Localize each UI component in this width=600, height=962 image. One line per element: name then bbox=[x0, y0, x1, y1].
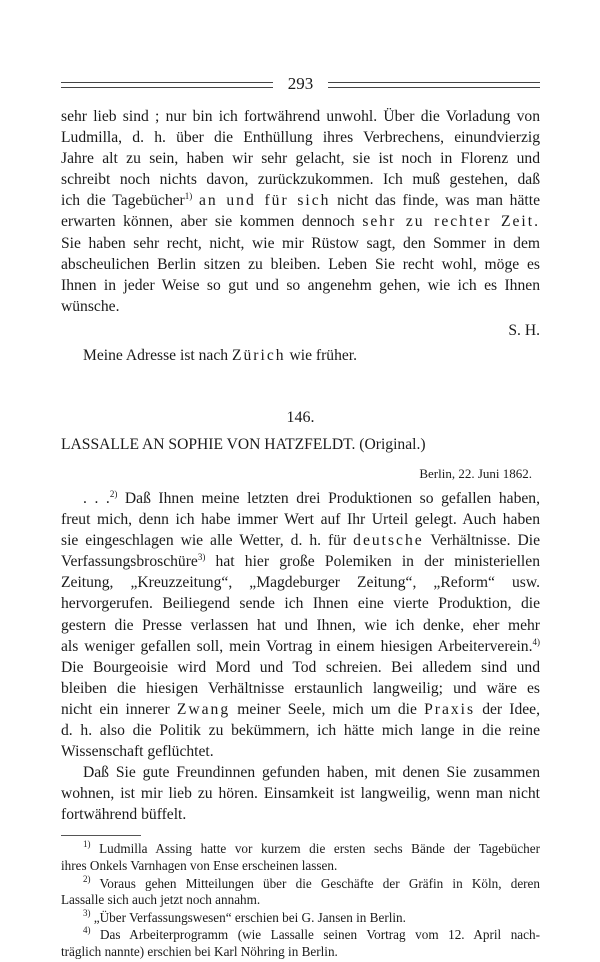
text-line bbox=[61, 927, 540, 944]
letter-dateline: Berlin, 22. Juni 1862. bbox=[419, 465, 532, 481]
footnote-ref[interactable]: 2) bbox=[109, 488, 118, 499]
text-line: wohnen, ist mir lieb zu hören. Einsamkeit ist langweilig, wenn man nicht bbox=[61, 785, 540, 803]
text-span: Verhältnisse. Die bbox=[430, 532, 540, 550]
text-line: Jahre alt zu sein, haben wir sehr gelacht, sie ist noch in Florenz und bbox=[61, 150, 540, 168]
text-span: Meine Adresse ist nach bbox=[83, 346, 229, 364]
footnote-1 bbox=[61, 841, 540, 874]
text-line bbox=[61, 190, 540, 211]
signature: S. H. bbox=[508, 321, 540, 339]
text-line: Ludmilla, d. h. über die Enthüllung ihres Verbrechens, einundvierzig bbox=[61, 129, 540, 147]
footnote-mark: 4) bbox=[83, 925, 91, 936]
text-span: Daß Ihnen meine letzten drei Produktionen so gefallen haben, bbox=[124, 489, 540, 507]
text-line: Wissenschaft geflüchtet. bbox=[61, 743, 214, 761]
footnote-mark: 2) bbox=[83, 873, 91, 884]
text-line: gestern die Presse verlassen hat und Ihnen, wie ich denke, eher mehr bbox=[61, 616, 540, 634]
running-header bbox=[61, 76, 540, 94]
spaced-emphasis: sehr zu rechter Zeit. bbox=[362, 213, 540, 231]
text-span: ich die Tagebücher bbox=[61, 192, 185, 210]
text-span: Ludmilla Assing hatte vor kurzem die ersten sechs Bände der Tagebücher bbox=[99, 841, 541, 857]
text-line: Die Bourgeoisie wird Mord und Tod schreien. Bei alledem sind und bbox=[61, 658, 540, 676]
spaced-emphasis: Praxis bbox=[424, 700, 476, 718]
text-line: träglich nannte) erschien bei Karl Nöhring in Berlin. bbox=[61, 944, 338, 959]
text-line: d. h. also die Politik zu bekümmern, ich hätte mich lange in die reine bbox=[61, 721, 540, 739]
text-line bbox=[61, 551, 540, 572]
page-number: 293 bbox=[287, 74, 314, 93]
footnote-3 bbox=[61, 907, 540, 927]
footnote-mark: 1) bbox=[83, 839, 91, 850]
text-line bbox=[61, 873, 541, 893]
text-line: ihres Onkels Varnhagen von Ense erscheinen lassen. bbox=[61, 858, 338, 874]
text-span: nicht das finde, was man hätte bbox=[337, 192, 540, 210]
book-page bbox=[61, 0, 540, 961]
text-line bbox=[61, 530, 540, 551]
spaced-emphasis: Zwang bbox=[176, 700, 231, 718]
text-line: Sie haben sehr recht, nicht, wie mir Rüstow sagt, den Sommer in dem bbox=[61, 234, 540, 252]
spaced-emphasis: deutsche bbox=[353, 532, 424, 550]
letter-paragraph-1 bbox=[61, 488, 540, 762]
text-line bbox=[61, 907, 540, 927]
footnote-ref[interactable]: 3) bbox=[197, 552, 206, 563]
text-span: als weniger gefallen soll, mein Vortrag in einem hiesigen Arbeiterverein. bbox=[61, 637, 533, 655]
footnote-separator bbox=[61, 835, 141, 836]
text-span: „Über Verfassungswesen“ erschien bei G. Jansen in Berlin. bbox=[93, 909, 406, 925]
text-line: fortwährend büffelt. bbox=[61, 806, 187, 824]
header-rule-right bbox=[328, 82, 540, 88]
text-line: Ihnen in jeder Weise so gut und so angenehm gehen, wie ich es Ihnen bbox=[61, 276, 540, 294]
footnote-2 bbox=[61, 873, 541, 909]
footnote-4 bbox=[61, 927, 540, 960]
text-span: der Idee, bbox=[482, 700, 540, 718]
text-line: sehr lieb sind ; nur bin ich fortwährend unwohl. Über die Vorladung von bbox=[61, 108, 540, 125]
postscript bbox=[61, 345, 540, 366]
text-line: Lassalle sich auch jetzt noch annahm. bbox=[61, 892, 261, 908]
text-line: abscheulichen Berlin sitzen zu bleiben. Leben Sie recht wohl, möge es bbox=[61, 255, 540, 273]
letter-number: 146. bbox=[286, 408, 315, 426]
spaced-emphasis: an und für sich bbox=[198, 192, 331, 210]
text-span: hat hier große Polemiken in der ministeriellen bbox=[215, 553, 540, 571]
text-line: wünsche. bbox=[61, 297, 120, 315]
text-span: Das Arbeiterprogramm (wie Lassalle seinen Vortrag vom 12. April nach- bbox=[100, 927, 541, 943]
text-span: Voraus gehen Mitteilungen über die Geschäfte der Gräfin in Köln, deren bbox=[99, 875, 541, 891]
text-line: bleiben die hiesigen Verhältnisse erstaunlich langweilig; und wäre es bbox=[61, 679, 540, 697]
text-span: Verfassungsbroschüre bbox=[61, 553, 198, 571]
text-line bbox=[61, 636, 540, 657]
text-line: Daß Sie gute Freundinnen gefunden haben, mit denen Sie zusammen bbox=[83, 764, 540, 782]
text-line bbox=[61, 488, 540, 509]
text-span: wie früher. bbox=[289, 346, 358, 364]
letter-paragraph-2 bbox=[61, 762, 540, 825]
continued-letter-text bbox=[61, 106, 540, 317]
spaced-emphasis: Zürich bbox=[231, 346, 286, 364]
text-line: Zeitung, „Kreuzzeitung“, „Magdeburger Zeitung“, „Reform“ usw. bbox=[61, 574, 540, 592]
text-line: freut mich, denn ich habe immer Wert auf Ihr Urteil gelegt. Auch haben bbox=[61, 511, 540, 529]
text-line bbox=[61, 699, 540, 720]
text-span: meiner Seele, mich um die bbox=[237, 700, 417, 718]
text-line: hervorgerufen. Beiliegend sende ich Ihnen eine vierte Produktion, die bbox=[61, 595, 540, 613]
text-span: sie eingeschlagen wie alle Wetter, d. h. für bbox=[61, 532, 347, 550]
text-span: . . . bbox=[83, 489, 110, 507]
footnote-mark: 3) bbox=[83, 907, 91, 918]
footnote-ref[interactable]: 4) bbox=[532, 636, 540, 647]
text-line bbox=[61, 841, 540, 858]
text-span: nicht ein innerer bbox=[61, 700, 170, 718]
footnote-ref[interactable]: 1) bbox=[184, 191, 193, 202]
text-line: schreibt noch nichts davon, zurückzukommen. Ich muß gestehen, daß bbox=[61, 171, 540, 189]
letter-title: LASSALLE AN SOPHIE VON HATZFELDT. (Original.) bbox=[61, 435, 426, 453]
text-span: erwarten können, aber sie kommen dennoch bbox=[61, 213, 355, 231]
text-line bbox=[61, 211, 540, 232]
